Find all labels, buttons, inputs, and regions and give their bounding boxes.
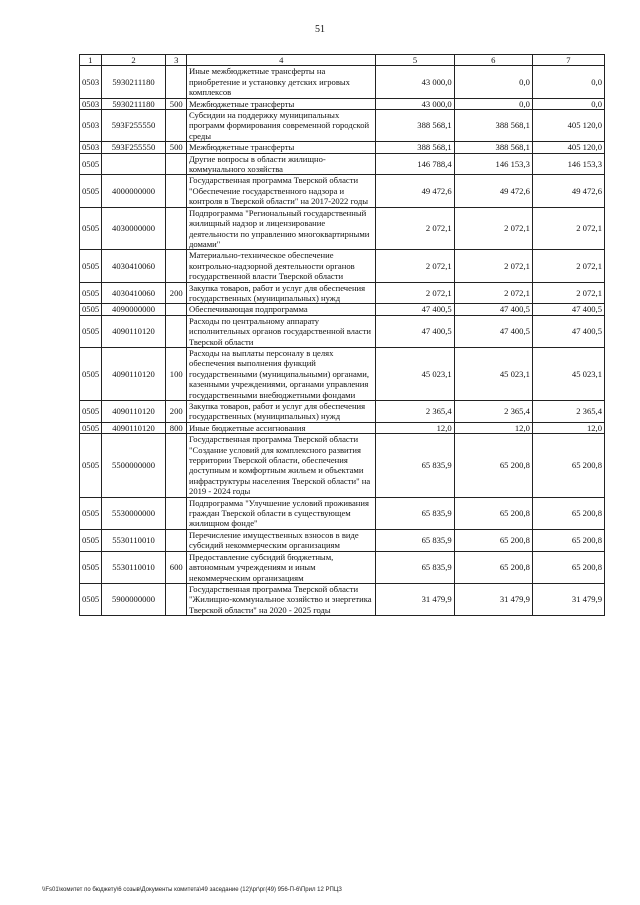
table-row — [80, 422, 605, 433]
target-code-cell: 4030410060 — [101, 250, 166, 282]
amount-col6-cell: 65 200,8 — [454, 434, 532, 497]
item-name-cell: Государственная программа Тверской области "Жилищно-коммунальное хозяйство и энергетика Тверской области" на 2020 - 2025 годы — [187, 583, 376, 615]
table-row — [80, 304, 605, 315]
footer-file-path: \\Fs01\комитет по бюджету\6 созыв\Документы комитета\49 заседание (12)\рг\рг(49) 956-П-6\Прил 12 РПЦЗ — [42, 887, 342, 893]
amount-col7-cell: 146 153,3 — [532, 153, 604, 175]
expense-type-cell — [166, 207, 187, 250]
amount-col5-cell: 45 023,1 — [376, 347, 454, 400]
amount-col5-cell: 31 479,9 — [376, 583, 454, 615]
item-name-cell: Другие вопросы в области жилищно-коммунального хозяйства — [187, 153, 376, 175]
section-code-cell: 0505 — [80, 153, 102, 175]
amount-col5-cell: 2 072,1 — [376, 282, 454, 304]
section-code-cell: 0503 — [80, 142, 102, 153]
amount-col6-cell: 47 400,5 — [454, 315, 532, 347]
item-name-cell: Материально-техническое обеспечение контрольно-надзорной деятельности органов государственной власти Тверской области — [187, 250, 376, 282]
amount-col5-cell: 65 835,9 — [376, 497, 454, 529]
amount-col6-cell: 2 365,4 — [454, 401, 532, 423]
amount-col6-cell: 146 153,3 — [454, 153, 532, 175]
amount-col7-cell: 31 479,9 — [532, 583, 604, 615]
target-code-cell: 5500000000 — [101, 434, 166, 497]
amount-col6-cell: 0,0 — [454, 98, 532, 109]
column-header: 6 — [454, 55, 532, 66]
section-code-cell: 0503 — [80, 110, 102, 142]
target-code-cell — [101, 153, 166, 175]
expense-type-cell — [166, 529, 187, 551]
item-name-cell: Расходы на выплаты персоналу в целях обеспечения выполнения функций государственными (муниципальными) органами, казенными учреждениями, органами управления государственными внебюджетными фондами — [187, 347, 376, 400]
table-row — [80, 282, 605, 304]
table-row — [80, 315, 605, 347]
item-name-cell: Расходы по центральному аппарату исполнительных органов государственной власти Тверской области — [187, 315, 376, 347]
expense-type-cell — [166, 110, 187, 142]
expense-type-cell — [166, 175, 187, 207]
amount-col5-cell: 388 568,1 — [376, 110, 454, 142]
table-row — [80, 207, 605, 250]
item-name-cell: Предоставление субсидий бюджетным, автономным учреждениям и иным некоммерческим организациям — [187, 551, 376, 583]
item-name-cell: Подпрограмма "Региональный государственный жилищный надзор и лицензирование деятельности по управлению многоквартирными домами" — [187, 207, 376, 250]
amount-col7-cell: 47 400,5 — [532, 304, 604, 315]
amount-col7-cell: 47 400,5 — [532, 315, 604, 347]
target-code-cell: 4030000000 — [101, 207, 166, 250]
section-code-cell: 0505 — [80, 282, 102, 304]
target-code-cell: 4000000000 — [101, 175, 166, 207]
expense-type-cell — [166, 497, 187, 529]
amount-col5-cell: 146 788,4 — [376, 153, 454, 175]
amount-col7-cell: 12,0 — [532, 422, 604, 433]
budget-table — [79, 54, 605, 616]
amount-col7-cell: 2 072,1 — [532, 250, 604, 282]
target-code-cell: 5530000000 — [101, 497, 166, 529]
amount-col5-cell: 65 835,9 — [376, 434, 454, 497]
amount-col7-cell: 0,0 — [532, 98, 604, 109]
section-code-cell: 0505 — [80, 551, 102, 583]
expense-type-cell — [166, 66, 187, 98]
table-row — [80, 583, 605, 615]
column-header: 1 — [80, 55, 102, 66]
amount-col6-cell: 0,0 — [454, 66, 532, 98]
target-code-cell: 5900000000 — [101, 583, 166, 615]
section-code-cell: 0503 — [80, 66, 102, 98]
item-name-cell: Государственная программа Тверской области "Обеспечение государственного надзора и контроля в Тверской области" на 2017-2022 годы — [187, 175, 376, 207]
amount-col7-cell: 2 072,1 — [532, 282, 604, 304]
amount-col7-cell: 65 200,8 — [532, 529, 604, 551]
column-header: 4 — [187, 55, 376, 66]
section-code-cell: 0503 — [80, 98, 102, 109]
amount-col5-cell: 47 400,5 — [376, 304, 454, 315]
amount-col6-cell: 2 072,1 — [454, 207, 532, 250]
amount-col7-cell: 2 365,4 — [532, 401, 604, 423]
target-code-cell: 4090110120 — [101, 422, 166, 433]
table-row — [80, 175, 605, 207]
item-name-cell: Обеспечивающая подпрограмма — [187, 304, 376, 315]
item-name-cell: Государственная программа Тверской области "Создание условий для комплексного развития территории Тверской области, обеспечения доступным и комфортным жильем и объектами инфраструктуры населения Тверской области" на 2019 - 2024 годы — [187, 434, 376, 497]
item-name-cell: Закупка товаров, работ и услуг для обеспечения государственных (муниципальных) нужд — [187, 401, 376, 423]
amount-col5-cell: 2 365,4 — [376, 401, 454, 423]
section-code-cell: 0505 — [80, 583, 102, 615]
section-code-cell: 0505 — [80, 304, 102, 315]
column-header: 5 — [376, 55, 454, 66]
amount-col6-cell: 65 200,8 — [454, 529, 532, 551]
amount-col5-cell: 12,0 — [376, 422, 454, 433]
section-code-cell: 0505 — [80, 497, 102, 529]
target-code-cell: 4090000000 — [101, 304, 166, 315]
item-name-cell: Подпрограмма "Улучшение условий проживания граждан Тверской области в существующем жилищном фонде" — [187, 497, 376, 529]
expense-type-cell — [166, 583, 187, 615]
table-row — [80, 401, 605, 423]
expense-type-cell: 200 — [166, 401, 187, 423]
table-row — [80, 551, 605, 583]
amount-col7-cell: 65 200,8 — [532, 434, 604, 497]
item-name-cell: Межбюджетные трансферты — [187, 142, 376, 153]
amount-col7-cell: 0,0 — [532, 66, 604, 98]
target-code-cell: 5930211180 — [101, 98, 166, 109]
amount-col6-cell: 388 568,1 — [454, 142, 532, 153]
section-code-cell: 0505 — [80, 529, 102, 551]
target-code-cell: 5530110010 — [101, 529, 166, 551]
section-code-cell: 0505 — [80, 422, 102, 433]
target-code-cell: 593F255550 — [101, 142, 166, 153]
amount-col6-cell: 49 472,6 — [454, 175, 532, 207]
table-row — [80, 98, 605, 109]
amount-col7-cell: 405 120,0 — [532, 142, 604, 153]
section-code-cell: 0505 — [80, 315, 102, 347]
amount-col6-cell: 31 479,9 — [454, 583, 532, 615]
item-name-cell: Субсидии на поддержку муниципальных программ формирования современной городской среды — [187, 110, 376, 142]
table-row — [80, 434, 605, 497]
expense-type-cell: 500 — [166, 98, 187, 109]
item-name-cell: Иные бюджетные ассигнования — [187, 422, 376, 433]
amount-col5-cell: 65 835,9 — [376, 551, 454, 583]
amount-col6-cell: 45 023,1 — [454, 347, 532, 400]
target-code-cell: 4090110120 — [101, 347, 166, 400]
expense-type-cell — [166, 304, 187, 315]
expense-type-cell — [166, 315, 187, 347]
section-code-cell: 0505 — [80, 401, 102, 423]
column-header: 7 — [532, 55, 604, 66]
target-code-cell: 5930211180 — [101, 66, 166, 98]
target-code-cell: 4090110120 — [101, 315, 166, 347]
section-code-cell: 0505 — [80, 434, 102, 497]
target-code-cell: 4030410060 — [101, 282, 166, 304]
page-number: 51 — [315, 24, 325, 35]
section-code-cell: 0505 — [80, 207, 102, 250]
amount-col7-cell: 2 072,1 — [532, 207, 604, 250]
column-header: 2 — [101, 55, 166, 66]
table-row — [80, 250, 605, 282]
amount-col5-cell: 2 072,1 — [376, 207, 454, 250]
expense-type-cell: 100 — [166, 347, 187, 400]
table-row — [80, 142, 605, 153]
table-header-row — [80, 55, 605, 66]
amount-col6-cell: 47 400,5 — [454, 304, 532, 315]
item-name-cell: Межбюджетные трансферты — [187, 98, 376, 109]
column-header: 3 — [166, 55, 187, 66]
amount-col6-cell: 12,0 — [454, 422, 532, 433]
expense-type-cell — [166, 250, 187, 282]
item-name-cell: Иные межбюджетные трансферты на приобретение и установку детских игровых комплексов — [187, 66, 376, 98]
section-code-cell: 0505 — [80, 250, 102, 282]
table-row — [80, 529, 605, 551]
expense-type-cell — [166, 434, 187, 497]
amount-col7-cell: 45 023,1 — [532, 347, 604, 400]
amount-col6-cell: 2 072,1 — [454, 282, 532, 304]
expense-type-cell: 600 — [166, 551, 187, 583]
table-row — [80, 153, 605, 175]
amount-col5-cell: 65 835,9 — [376, 529, 454, 551]
amount-col6-cell: 65 200,8 — [454, 497, 532, 529]
target-code-cell: 5530110010 — [101, 551, 166, 583]
amount-col5-cell: 2 072,1 — [376, 250, 454, 282]
amount-col5-cell: 49 472,6 — [376, 175, 454, 207]
item-name-cell: Закупка товаров, работ и услуг для обеспечения государственных (муниципальных) нужд — [187, 282, 376, 304]
target-code-cell: 4090110120 — [101, 401, 166, 423]
amount-col5-cell: 43 000,0 — [376, 98, 454, 109]
table-row — [80, 347, 605, 400]
amount-col7-cell: 405 120,0 — [532, 110, 604, 142]
expense-type-cell: 500 — [166, 142, 187, 153]
amount-col5-cell: 47 400,5 — [376, 315, 454, 347]
amount-col5-cell: 388 568,1 — [376, 142, 454, 153]
section-code-cell: 0505 — [80, 175, 102, 207]
amount-col6-cell: 2 072,1 — [454, 250, 532, 282]
expense-type-cell — [166, 153, 187, 175]
table-row — [80, 110, 605, 142]
target-code-cell: 593F255550 — [101, 110, 166, 142]
table-row — [80, 66, 605, 98]
expense-type-cell: 200 — [166, 282, 187, 304]
amount-col6-cell: 65 200,8 — [454, 551, 532, 583]
table-body — [80, 66, 605, 616]
amount-col7-cell: 65 200,8 — [532, 551, 604, 583]
section-code-cell: 0505 — [80, 347, 102, 400]
amount-col5-cell: 43 000,0 — [376, 66, 454, 98]
amount-col7-cell: 65 200,8 — [532, 497, 604, 529]
table-row — [80, 497, 605, 529]
item-name-cell: Перечисление имущественных взносов в виде субсидий некоммерческим организациям — [187, 529, 376, 551]
amount-col6-cell: 388 568,1 — [454, 110, 532, 142]
amount-col7-cell: 49 472,6 — [532, 175, 604, 207]
expense-type-cell: 800 — [166, 422, 187, 433]
